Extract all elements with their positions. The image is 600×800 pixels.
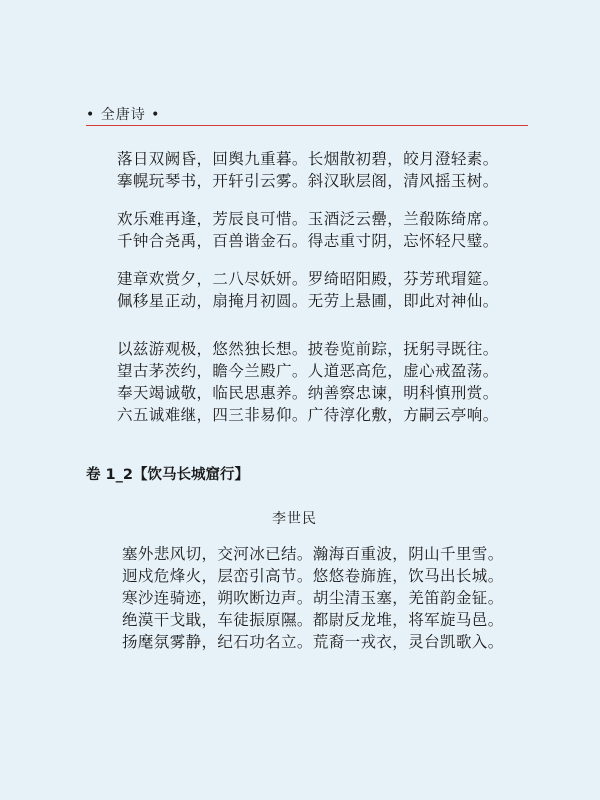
poem-line: 塞外悲风切，交河冰已结。瀚海百重波，阴山千里雪。 (122, 545, 504, 563)
poem-line: 绝漠干戈戢，车徒振原隰。都尉反龙堆，将军旋马邑。 (122, 611, 504, 629)
page-header (86, 106, 528, 126)
poem-line: 望古茅茨约，瞻今兰殿广。人道恶高危，虚心戒盈荡。 (117, 362, 499, 380)
poem-line: 奉天竭诚敬，临民思惠养。纳善察忠谏，明科慎刑赏。 (117, 384, 499, 402)
header-divider (86, 125, 528, 126)
poem-body (122, 543, 504, 653)
poem-stanza (117, 268, 499, 312)
page-header-title: • 全唐诗 • (86, 107, 161, 123)
poem-line: 建章欢赏夕，二八尽妖妍。罗绮昭阳殿，芬芳玳瑁筵。 (117, 270, 499, 288)
poem-line: 迥戍危烽火，层峦引高节。悠悠卷旆旌，饮马出长城。 (122, 567, 504, 585)
poem-line: 佩移星正动，扇掩月初圆。无劳上悬圃，即此对神仙。 (117, 292, 499, 310)
poem-line: 欢乐难再逢，芳辰良可惜。玉酒泛云罍，兰殽陈绮席。 (117, 210, 499, 228)
chapter-heading: 卷 1_2【饮马长城窟行】 (86, 467, 249, 483)
poem-line: 扬麾氛雾静，纪石功名立。荒裔一戎衣，灵台凯歌入。 (122, 633, 504, 651)
poem-line: 以兹游观极，悠然独长想。披卷览前踪，抚躬寻既往。 (117, 340, 499, 358)
poem-stanza (117, 338, 499, 426)
poem-line: 落日双阙昏，回舆九重暮。长烟散初碧，皎月澄轻素。 (117, 150, 499, 168)
poem-line: 搴幌玩琴书，开轩引云雾。斜汉耿层阁，清风摇玉树。 (117, 172, 499, 190)
poem-line: 寒沙连骑迹，朔吹断边声。胡尘清玉塞，羌笛韵金钲。 (122, 589, 504, 607)
poem-line: 六五诚难继，四三非易仰。广待淳化敷，方嗣云亭响。 (117, 406, 499, 424)
poem-stanza (117, 208, 499, 252)
poem-stanza (117, 148, 499, 192)
poem-author: 李世民 (272, 511, 317, 527)
poem-line: 千钟合尧禹，百兽谐金石。得志重寸阴，忘怀轻尺璧。 (117, 232, 499, 250)
